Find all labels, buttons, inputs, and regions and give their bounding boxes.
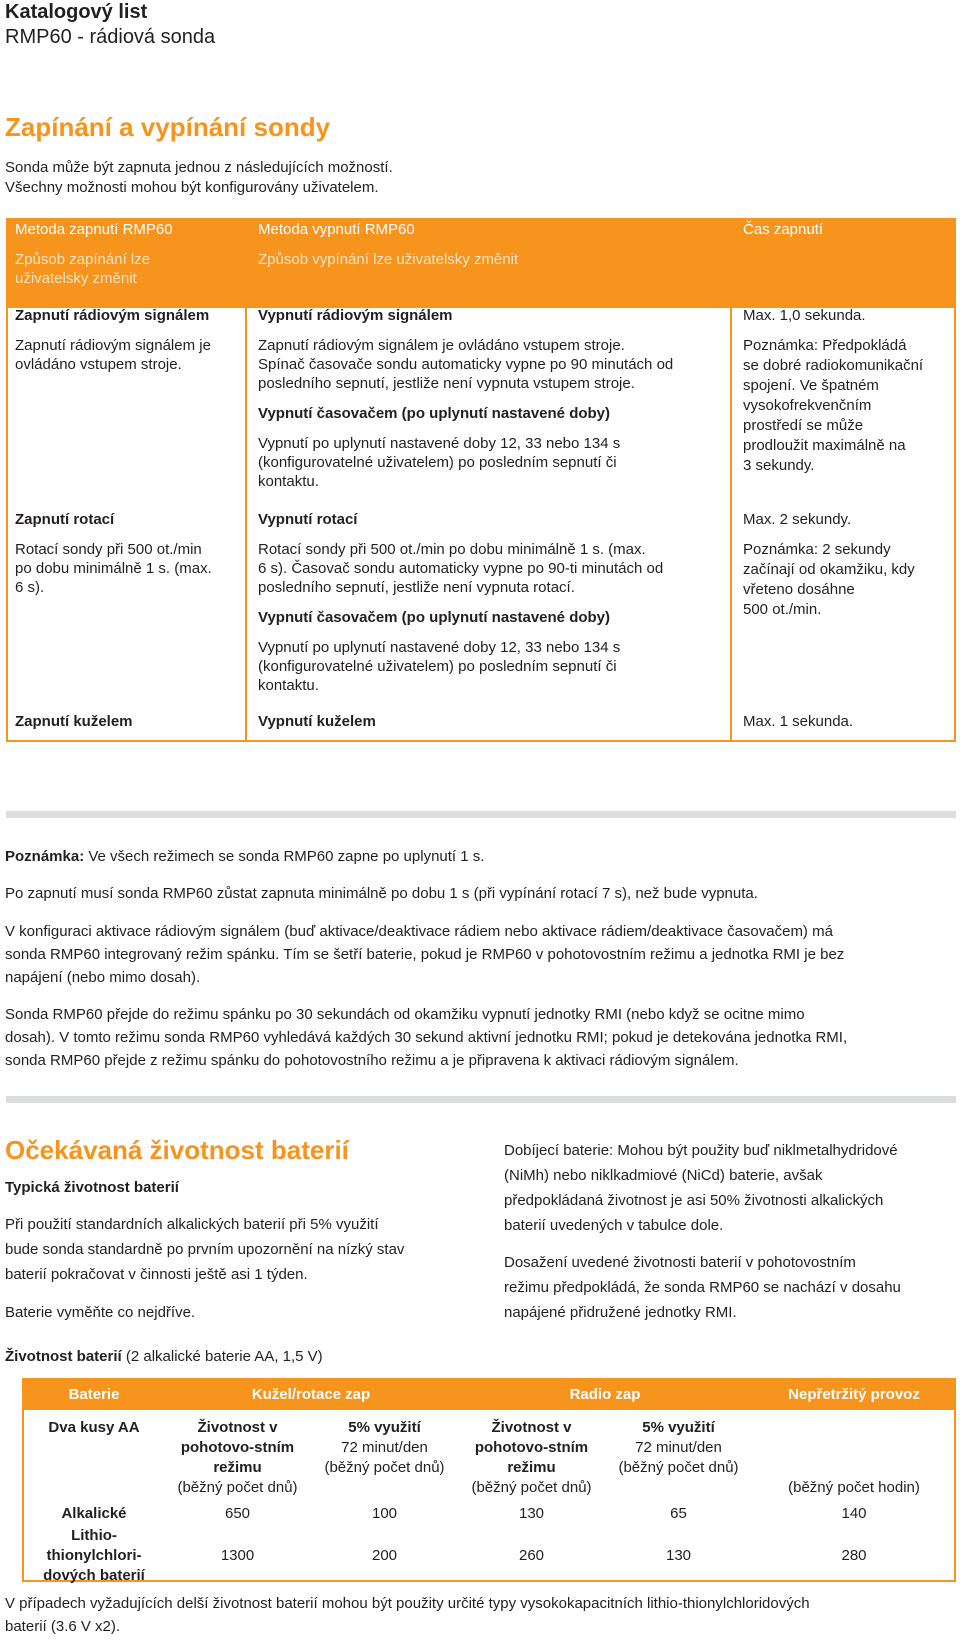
text-line: režimu xyxy=(507,1459,556,1476)
note-line: spojení. Ve špatném xyxy=(743,377,879,394)
table-cell: 280 xyxy=(841,1547,867,1564)
text-line: Dosažení uvedené životnosti baterií v pohotovostním xyxy=(504,1254,856,1271)
spin-timer-desc: (konfigurovatelné uživatelem) po posledním sepnutí či xyxy=(258,658,617,675)
header-switch-on-note-2: uživatelsky změnit xyxy=(15,270,137,287)
text-line: baterií (3.6 V x2). xyxy=(5,1618,121,1635)
note-label: Poznámka: xyxy=(5,848,85,865)
text-line: baterií pokračovat v činnosti ještě asi 1 týden. xyxy=(5,1266,308,1283)
radio-timer-desc: Vypnutí po uplynutí nastavené doby 12, 33 nebo 134 s xyxy=(258,435,621,452)
text-line: (běžný počet dnů) xyxy=(177,1479,298,1496)
note-line: vysokofrekvenčním xyxy=(743,397,872,414)
radio-off-desc: posledního sepnutí, jestliže není vypnuta vstupem stroje. xyxy=(258,375,635,392)
text-line: bude sonda standardně po prvním upozornění na nízký stav xyxy=(5,1241,405,1258)
spin-off-desc: Rotací sondy při 500 ot./min po dobu minimálně 1 s. (max. xyxy=(258,541,646,558)
text-line: thionylchlori- xyxy=(46,1547,142,1564)
replace-battery-text: Baterie vyměňte co nejdříve. xyxy=(5,1304,196,1321)
text-line: režimu xyxy=(213,1459,262,1476)
standby-paragraph xyxy=(504,1250,959,1325)
note-line: prodloužit maximálně na xyxy=(743,437,906,454)
note-line: Poznámka: Předpokládá xyxy=(743,337,907,354)
header-radio: Radio zap xyxy=(569,1386,641,1403)
spin-time: Max. 2 sekundy. xyxy=(743,511,852,528)
subheader-usage xyxy=(605,1418,752,1478)
table-cell: 100 xyxy=(371,1505,398,1522)
text-line: V případech vyžadujících delší životnost baterií mohou být použity určité typy vysokokapacitních lithio-thionylchloridových xyxy=(5,1595,810,1612)
subtitle-typical-life: Typická životnost baterií xyxy=(5,1179,179,1196)
spin-timer-desc: Vypnutí po uplynutí nastavené doby 12, 33 nebo 134 s xyxy=(258,639,621,656)
product-name: RMP60 - rádiová sonda xyxy=(5,26,216,48)
radio-time: Max. 1,0 sekunda. xyxy=(743,307,866,324)
text-line: pohotovo-stním xyxy=(180,1439,295,1456)
subheader-usage xyxy=(311,1418,458,1478)
radio-timer-title: Vypnutí časovačem (po uplynutí nastavené doby) xyxy=(258,405,611,422)
text-line: V konfiguraci aktivace rádiovým signálem (buď aktivace/deaktivace rádiem nebo aktivace rádiem/deaktivace časovačem) má xyxy=(5,923,833,940)
intro-line-1: Sonda může být zapnuta jednou z následujících možností. xyxy=(5,159,393,176)
section-title-switching: Zapínání a vypínání sondy xyxy=(5,112,331,142)
text-line: Dobíjecí baterie: Mohou být použity buď niklmetalhydridové xyxy=(504,1142,898,1159)
table-cell: 130 xyxy=(665,1547,692,1564)
text-line: dosah). V tomto režimu sonda RMP60 vyhledává každých 30 sekund aktivní jednotku RMI; pokud je detekována jednotka RMI, xyxy=(5,1029,848,1046)
battery-life-caption xyxy=(5,1346,323,1367)
radio-on-desc: ovládáno vstupem stroje. xyxy=(15,356,182,373)
header-battery: Baterie xyxy=(68,1386,120,1403)
radio-time-note xyxy=(743,336,948,476)
text-line: sonda RMP60 integrovaný režim spánku. Tím se šetří baterie, pokud je RMP60 v pohotovostním režimu a jednotka RMI je bez xyxy=(5,946,845,963)
switching-methods-table xyxy=(6,218,956,742)
text-line: Lithio- xyxy=(71,1527,117,1544)
header-switch-on-note-1: Způsob zapínání lze xyxy=(15,251,151,268)
spin-off-title: Vypnutí rotací xyxy=(258,511,358,528)
table-header xyxy=(8,220,954,308)
column-divider xyxy=(730,220,732,740)
row-label-lithium xyxy=(24,1526,164,1586)
spin-on-desc: Rotací sondy při 500 ot./min xyxy=(15,541,202,558)
text-line: dových baterií xyxy=(43,1567,145,1584)
note-sleep-timing xyxy=(5,1003,955,1072)
rechargeable-paragraph xyxy=(504,1138,959,1238)
note-text: Ve všech režimech se sonda RMP60 zapne po uplynutí 1 s. xyxy=(84,848,485,865)
text-line: (běžný počet dnů) xyxy=(618,1459,739,1476)
subheader-standby xyxy=(164,1418,311,1498)
text-line: 5% využití xyxy=(348,1419,421,1436)
header-switch-off-method: Metoda vypnutí RMP60 xyxy=(258,221,415,238)
text-line: 72 minut/den xyxy=(341,1439,428,1456)
table-cell: 130 xyxy=(518,1505,545,1522)
header-continuous: Nepřetržitý provoz xyxy=(788,1386,920,1403)
note-paragraph xyxy=(5,846,484,867)
spin-on-desc: 6 s). xyxy=(15,579,45,596)
radio-on-desc: Zapnutí rádiovým signálem je xyxy=(15,337,211,354)
note-line: vřeteno dosáhne xyxy=(743,581,855,598)
text-line: 72 minut/den xyxy=(635,1439,722,1456)
footer-note xyxy=(5,1592,955,1638)
spin-on-desc: po dobu minimálně 1 s. (max. xyxy=(15,560,212,577)
text-line: pohotovo-stním xyxy=(474,1439,589,1456)
spin-timer-desc: kontaktu. xyxy=(258,677,319,694)
taper-on-title: Zapnutí kuželem xyxy=(15,713,133,730)
text-line: 5% využití xyxy=(642,1419,715,1436)
table-cell: 140 xyxy=(841,1505,867,1522)
text-line: (běžný počet dnů) xyxy=(471,1479,592,1496)
table-cell: 260 xyxy=(518,1547,545,1564)
left-paragraph xyxy=(5,1212,475,1287)
table-cell: 650 xyxy=(224,1505,251,1522)
column-divider xyxy=(245,220,247,740)
text-line: (běžný počet dnů) xyxy=(324,1459,445,1476)
subheader-two-aa: Dva kusy AA xyxy=(48,1419,140,1436)
caption-text: (2 alkalické baterie AA, 1,5 V) xyxy=(121,1348,323,1365)
section-separator xyxy=(6,811,956,818)
text-line: napájené přidružené jednotky RMI. xyxy=(504,1304,737,1321)
taper-off-title: Vypnutí kuželem xyxy=(258,713,376,730)
text-line: předpokládaná životnost je asi 50% životnosti alkalických xyxy=(504,1192,884,1209)
header-switch-off-note: Způsob vypínání lze uživatelsky změnit xyxy=(258,251,519,268)
note-min-on-time: Po zapnutí musí sonda RMP60 zůstat zapnuta minimálně po dobu 1 s (při vypínání rotací 7 s), než bude vypnuta. xyxy=(5,885,758,902)
text-line: Při použití standardních alkalických baterií při 5% využití xyxy=(5,1216,379,1233)
spin-timer-title: Vypnutí časovačem (po uplynutí nastavené doby) xyxy=(258,609,611,626)
radio-off-desc: Spínač časovače sondu automaticky vypne po 90 minutách od xyxy=(258,356,674,373)
radio-timer-desc: kontaktu. xyxy=(258,473,319,490)
taper-time: Max. 1 sekunda. xyxy=(743,713,854,730)
section-title-battery-life: Očekávaná životnost baterií xyxy=(5,1135,349,1165)
caption-label: Životnost baterií xyxy=(5,1348,122,1365)
note-line: se dobré radiokomunikační xyxy=(743,357,924,374)
document-header xyxy=(5,0,215,50)
text-line: režimu předpokládá, že sonda RMP60 se nachází v dosahu xyxy=(504,1279,901,1296)
table-cell: 200 xyxy=(371,1547,398,1564)
radio-off-title: Vypnutí rádiovým signálem xyxy=(258,307,453,324)
note-line: 3 sekundy. xyxy=(743,457,815,474)
spin-off-desc: posledního sepnutí, jestliže není vypnuta rotací. xyxy=(258,579,575,596)
header-taper-spin: Kužel/rotace zap xyxy=(251,1386,371,1403)
subheader-continuous: (běžný počet hodin) xyxy=(788,1479,920,1496)
note-line: začínají od okamžiku, kdy xyxy=(743,561,915,578)
section-separator xyxy=(6,1096,956,1103)
text-line: (NiMh) nebo niklkadmiové (NiCd) baterie, avšak xyxy=(504,1167,823,1184)
header-switch-on-method: Metoda zapnutí RMP60 xyxy=(15,221,173,238)
text-line: sonda RMP60 přejde z režimu spánku do pohotovostního režimu a je připravena k aktivaci rádiovým signálem. xyxy=(5,1052,739,1069)
radio-on-title: Zapnutí rádiovým signálem xyxy=(15,307,210,324)
battery-life-table xyxy=(22,1378,956,1582)
spin-on-title: Zapnutí rotací xyxy=(15,511,115,528)
spin-off-desc: 6 s). Časovač sondu automaticky vypne po 90-ti minutách od xyxy=(258,560,664,577)
note-sleep-mode xyxy=(5,920,955,989)
note-line: prostředí se může xyxy=(743,417,864,434)
text-line: Životnost v xyxy=(197,1419,278,1436)
radio-off-desc: Zapnutí rádiovým signálem je ovládáno vstupem stroje. xyxy=(258,337,625,354)
document-type: Katalogový list xyxy=(5,1,148,23)
subheader-standby xyxy=(458,1418,605,1498)
intro-line-2: Všechny možnosti mohou být konfigurovány uživatelem. xyxy=(5,179,379,196)
note-line: 500 ot./min. xyxy=(743,601,822,618)
table-cell: 1300 xyxy=(220,1547,255,1564)
text-line: Životnost v xyxy=(491,1419,572,1436)
table-cell: 65 xyxy=(670,1505,687,1522)
header-switch-on-time: Čas zapnutí xyxy=(743,221,824,238)
row-label-alkaline: Alkalické xyxy=(61,1505,127,1522)
text-line: baterií uvedených v tabulce dole. xyxy=(504,1217,724,1234)
text-line: Sonda RMP60 přejde do režimu spánku po 30 sekundách od okamžiku vypnutí jednotky RMI (nebo když se ocitne mimo xyxy=(5,1006,805,1023)
note-line: Poznámka: 2 sekundy xyxy=(743,541,891,558)
spin-time-note xyxy=(743,540,948,620)
table-header xyxy=(24,1380,954,1410)
radio-timer-desc: (konfigurovatelné uživatelem) po posledním sepnutí či xyxy=(258,454,617,471)
text-line: napájení (nebo mimo dosah). xyxy=(5,969,201,986)
